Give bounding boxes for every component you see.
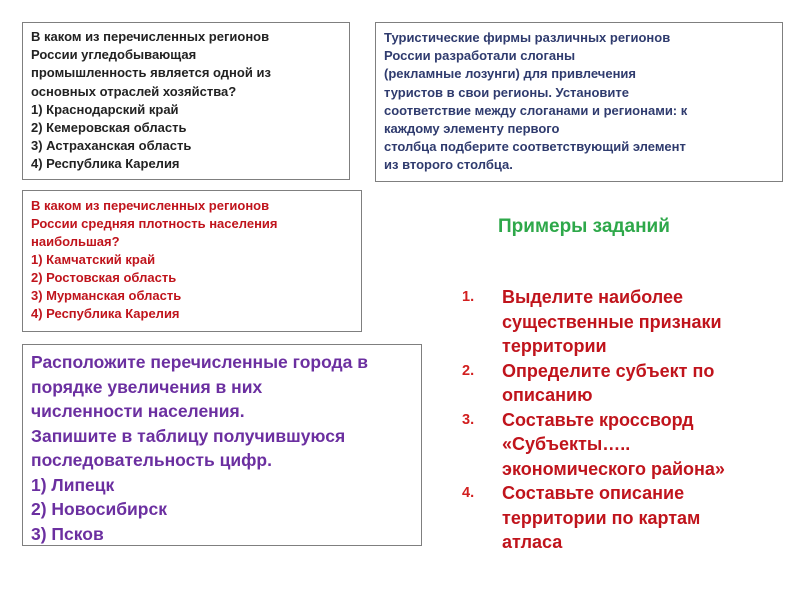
examples-list (462, 285, 725, 555)
answer-option: 3) Псков (31, 523, 104, 544)
list-item-line: экономического района» (502, 458, 725, 479)
task-text-line: каждому элементу первого (384, 121, 560, 137)
list-item-line: Определите субъект по (502, 360, 715, 381)
list-item (462, 481, 725, 555)
question-text-line: основных отраслей хозяйства? (31, 83, 237, 99)
list-item (462, 408, 725, 482)
task-text-line: Расположите перечисленные города в (31, 352, 369, 372)
question-text-line: России угледобывающая (31, 47, 197, 63)
answer-option: 3) Астраханская область (31, 138, 192, 154)
task-box-cities (22, 344, 422, 546)
list-item-text (502, 408, 725, 482)
answer-option: 2) Кемеровская область (31, 120, 187, 136)
answer-option: 1) Липецк (31, 474, 115, 495)
list-item-number: 2. (462, 362, 475, 379)
task-text-line: из второго столбца. (384, 157, 513, 173)
task-text-line: туристов в свои регионы. Установите (384, 84, 630, 100)
examples-heading: Примеры заданий (498, 216, 670, 237)
list-item-line: описанию (502, 385, 593, 405)
task-text-line: (рекламные лозунги) для привлечения (384, 66, 637, 82)
list-item-text (502, 285, 722, 359)
question-box-density (22, 190, 362, 332)
list-item-line: существенные признаки (502, 311, 722, 332)
question-text-line: промышленность является одной из (31, 65, 271, 81)
list-item-line: Составьте кроссворд (502, 409, 694, 430)
list-item (462, 285, 725, 359)
task-text-line: Запишите в таблицу получившуюся (31, 425, 346, 446)
answer-option: 1) Камчатский край (31, 252, 156, 267)
task-text-line: численности населения. (31, 401, 245, 421)
task-text-line: порядке увеличения в них (31, 376, 263, 397)
list-item-line: территории (502, 336, 607, 356)
list-item-line: территории по картам (502, 507, 701, 528)
question-text-line: наибольшая? (31, 234, 120, 249)
task-text-line: Туристические фирмы различных регионов (384, 30, 671, 45)
task-text-line: столбца подберите соответствующий элемент (384, 139, 686, 155)
list-item-line: «Субъекты….. (502, 434, 631, 454)
answer-option: 3) Мурманская область (31, 288, 182, 303)
answer-option: 1) Краснодарский край (31, 101, 179, 117)
list-item-line: атласа (502, 532, 563, 552)
answer-option: 2) Ростовская область (31, 270, 177, 285)
task-text-line: последовательность цифр. (31, 450, 272, 470)
task-box-slogans (375, 22, 783, 182)
task-text-line: России разработали слоганы (384, 48, 576, 64)
answer-option: 4) Республика Карелия (31, 156, 180, 172)
question-text-line: В каком из перечисленных регионов (31, 198, 270, 213)
answer-option: 4) Республика Карелия (31, 306, 180, 321)
list-item-text (502, 359, 714, 408)
list-item-line: Выделите наиболее (502, 287, 683, 307)
list-item-line: Составьте описание (502, 483, 685, 503)
list-item-number: 1. (462, 289, 475, 305)
answer-option: 2) Новосибирск (31, 499, 167, 519)
list-item (462, 359, 725, 408)
question-text-line: России средняя плотность населения (31, 216, 278, 231)
question-text-line: В каком из перечисленных регионов (31, 29, 270, 44)
list-item-text (502, 481, 700, 555)
task-text-line: соответствие между слоганами и регионами: к (384, 102, 688, 118)
question-box-coal (22, 22, 350, 180)
list-item-number: 3. (462, 411, 475, 428)
list-item-number: 4. (462, 485, 475, 501)
